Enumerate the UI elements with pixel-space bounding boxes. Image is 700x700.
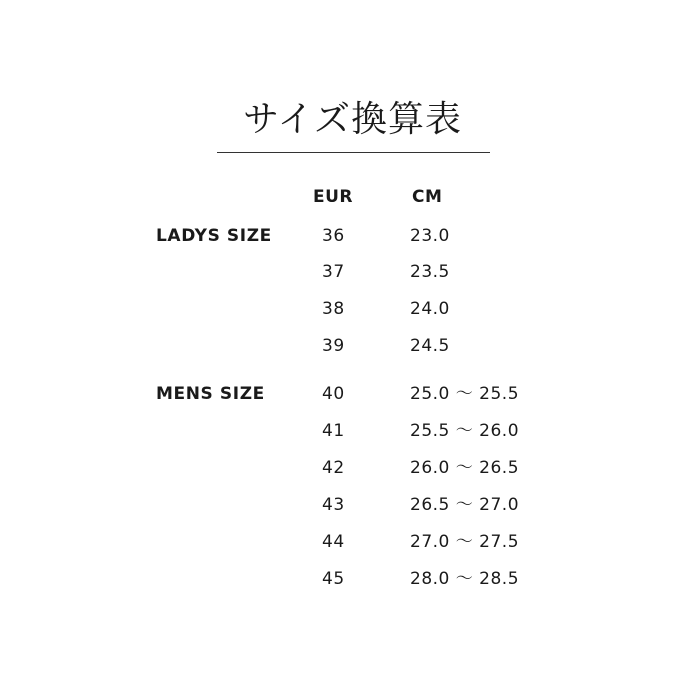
eur-cell: 43 (322, 495, 345, 515)
cm-cell: 24.5 (410, 336, 450, 356)
group-label-mens: MENS SIZE (156, 384, 265, 404)
eur-cell: 45 (322, 569, 345, 589)
eur-cell: 37 (322, 262, 345, 282)
eur-cell: 40 (322, 384, 345, 404)
cm-cell: 25.5 〜 26.0 (410, 421, 520, 441)
eur-cell: 44 (322, 532, 345, 552)
cm-cell: 23.0 (410, 226, 450, 246)
cm-cell: 25.0 〜 25.5 (410, 384, 520, 404)
cm-cell: 27.0 〜 27.5 (410, 532, 520, 552)
cm-cell: 24.0 (410, 299, 450, 319)
column-header-cm: CM (412, 187, 443, 207)
cm-cell: 23.5 (410, 262, 450, 282)
eur-cell: 38 (322, 299, 345, 319)
cm-cell: 26.5 〜 27.0 (410, 495, 520, 515)
cm-cell: 28.0 〜 28.5 (410, 569, 520, 589)
eur-cell: 39 (322, 336, 345, 356)
column-header-eur: EUR (313, 187, 354, 207)
cm-cell: 26.0 〜 26.5 (410, 458, 520, 478)
title-underline (217, 152, 490, 153)
eur-cell: 41 (322, 421, 345, 441)
page-title: サイズ換算表 (242, 99, 463, 140)
group-label-ladys: LADYS SIZE (156, 226, 272, 246)
eur-cell: 36 (322, 226, 345, 246)
eur-cell: 42 (322, 458, 345, 478)
